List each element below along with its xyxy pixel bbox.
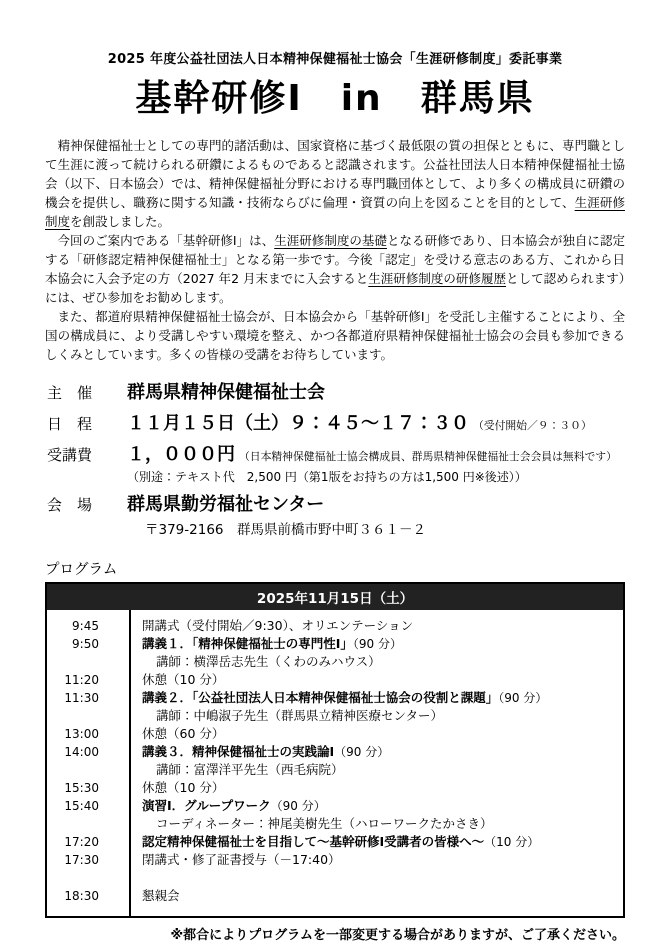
session-duration: （10 分） (484, 835, 540, 850)
program-row (47, 725, 623, 743)
program-body (47, 610, 623, 916)
program-text: 講師：富澤洋平先生（西毛病院） (156, 762, 344, 778)
program-text: 休憩（10 分） (142, 672, 225, 688)
program-time: 15:30 (64, 781, 99, 796)
detail-line (127, 409, 625, 435)
program-content (129, 617, 623, 635)
detail-subline: （別途：テキスト代 2,500 円（第1版をお持ちの方は1,500 円※後述）） (127, 470, 527, 485)
program-time (47, 815, 129, 833)
program-row (47, 635, 623, 653)
program-time: 9:50 (72, 637, 99, 652)
program-content (129, 815, 623, 833)
underlined-text-segment: 生涯研修制度 (45, 195, 625, 230)
detail-line (127, 490, 625, 516)
text-segment: 今回のご案内である「基幹研修Ⅰ」は、 (45, 233, 275, 249)
intro-paragraphs (45, 136, 625, 364)
program-change-note: ※都合によりプログラムを一部変更する場合がありますが、ご了承ください。 (170, 928, 625, 944)
program-row (47, 833, 623, 851)
program-row (47, 779, 623, 797)
page-title: 基幹研修Ⅰ in 群馬県 (135, 78, 535, 119)
detail-item (45, 490, 625, 538)
detail-value: 群馬県勤労福祉センター (127, 494, 325, 516)
detail-row (45, 440, 625, 466)
detail-row (45, 378, 625, 404)
detail-line (127, 440, 625, 466)
text-segment: 精神保健福祉士としての専門的諸活動は、国家資格に基づく最低限の質の担保とともに、専門職として生涯に渡って続けられる研鑽によるものであると認識されます。公益社団法人日本精神保健福祉士協会（以下、日本協会）では、精神保健福祉分野における専門職団体として、より多くの構成員に研鑽の機会を提供し、職務に関する知識・技術ならびに倫理・資質の向上を図ることを目的として、 (45, 138, 625, 211)
session-title: 認定精神保健福祉士を目指して～基幹研修Ⅰ受講者の皆様へ～ (142, 834, 485, 850)
program-text: コーディネーター：神尾美樹先生（ハローワークたかさき） (156, 816, 493, 832)
program-time: 17:30 (64, 853, 99, 868)
text-segment: となる研修であり、日本協会が独自に認定する「研修認定精神保健福祉士」となる第一歩です。今後「認定」を受ける意志のある方、これから日本協会に入会予定の方（2027 年2 月末までに入会すると (45, 233, 625, 287)
program-content (129, 851, 623, 869)
program-row (47, 671, 623, 689)
intro-paragraph (45, 136, 625, 231)
text-segment: として認められます）には、ぜひ参加をお勧めします。 (45, 271, 625, 306)
detail-item (45, 440, 625, 485)
detail-label: 会 場 (47, 496, 93, 515)
detail-value: １，０００円 (127, 444, 235, 466)
program-content (129, 635, 623, 653)
program-row (47, 761, 623, 779)
program-row (47, 653, 623, 671)
detail-label: 主 催 (47, 384, 93, 403)
program-table (45, 582, 625, 918)
session-title: 講義３．精神保健福祉士の実践論Ⅰ (142, 744, 335, 760)
program-content (129, 671, 623, 689)
program-content (129, 833, 623, 851)
program-text: 休憩（60 分） (142, 726, 225, 742)
program-text: 懇親会 (142, 888, 180, 904)
session-title: 演習Ⅰ．グループワーク (142, 798, 271, 814)
detail-main (127, 490, 625, 516)
commission-subtitle: 2025 年度公益社団法人日本精神保健福祉士協会「生涯研修制度」委託事業 (107, 52, 563, 67)
session-duration: （90 分） (352, 637, 402, 652)
session-title: 講義１．「精神保健福祉士の専門性Ⅰ」 (142, 636, 353, 652)
program-row (47, 815, 623, 833)
program-time: 11:20 (64, 673, 99, 688)
text-segment: また、都道府県精神保健福祉士協会が、日本協会から「基幹研修Ⅰ」を受託し主催することにより、全国の構成員に、より受講しやすい環境を整え、かつ各都道府県精神保健福祉士協会の会員も参加できるしくみとしています。多くの皆様の受講をお待ちしています。 (45, 309, 625, 363)
program-content (129, 887, 623, 905)
program-date-header: 2025年11月15日（土） (47, 584, 623, 610)
program-text: 講師：中嶋淑子先生（群馬県立精神医療センター） (156, 708, 444, 724)
detail-value: １１月１５日（土）９：４５～１７：３０ (127, 413, 469, 435)
detail-label: 受講費 (47, 446, 93, 465)
detail-row (45, 409, 625, 435)
event-details (45, 378, 625, 538)
program-row (47, 797, 623, 815)
detail-value: 群馬県精神保健福祉士会 (127, 382, 325, 404)
detail-label: 日 程 (47, 415, 93, 434)
program-content (129, 725, 623, 743)
detail-main (127, 378, 625, 404)
venue-address: 〒379-2166 群馬県前橋市野中町３６１－２ (145, 522, 426, 539)
program-content (129, 689, 623, 707)
program-row (47, 851, 623, 869)
detail-note: （受付開始／９：３０） (473, 419, 592, 433)
program-text: 閉講式・修了証書授与（－17:40） (142, 852, 341, 868)
program-row (47, 707, 623, 725)
session-title: 講義２．「公益社団法人日本精神保健福祉士協会の役割と課題」 (142, 690, 499, 706)
program-time: 9:45 (72, 619, 99, 634)
program-content (129, 761, 623, 779)
session-duration: （90 分） (498, 691, 548, 706)
detail-main (127, 440, 625, 466)
program-time: 14:00 (64, 745, 99, 760)
program-time: 18:30 (64, 889, 99, 904)
underlined-text-segment: 生涯研修制度の基礎 (274, 233, 387, 249)
intro-paragraph (45, 231, 625, 307)
program-row (47, 689, 623, 707)
detail-item (45, 378, 625, 404)
program-content (129, 707, 623, 725)
table-column-divider (129, 610, 131, 916)
program-time (47, 761, 129, 779)
detail-line (127, 378, 625, 404)
program-time (47, 707, 129, 725)
program-text: 講師：横澤岳志先生（くわのみハウス） (156, 654, 381, 670)
program-time (47, 653, 129, 671)
program-time: 15:40 (64, 799, 99, 814)
session-duration: （90 分） (334, 745, 390, 760)
program-text: 休憩（10 分） (142, 780, 225, 796)
program-content (129, 797, 623, 815)
program-row (47, 743, 623, 761)
detail-row (45, 490, 625, 516)
detail-item (45, 409, 625, 435)
session-duration: （90 分） (270, 799, 326, 814)
program-row (47, 887, 623, 905)
program-heading: プログラム (45, 562, 118, 579)
program-row (47, 617, 623, 635)
program-content (129, 743, 623, 761)
program-content (129, 653, 623, 671)
program-spacer-row (47, 869, 623, 887)
detail-note: （日本精神保健福祉士協会構成員、群馬県精神保健福祉士会会員は無料です） (239, 450, 617, 464)
underlined-text-segment: 生涯研修制度の研修履歴 (368, 271, 507, 287)
program-time: 13:00 (64, 727, 99, 742)
text-segment: を創設しました。 (70, 214, 171, 230)
program-time: 17:20 (64, 835, 99, 850)
intro-paragraph (45, 307, 625, 364)
program-time: 11:30 (64, 691, 99, 706)
program-text: 開講式（受付開始／9:30）、オリエンテーション (142, 618, 414, 634)
detail-main (127, 409, 625, 435)
program-content (129, 779, 623, 797)
